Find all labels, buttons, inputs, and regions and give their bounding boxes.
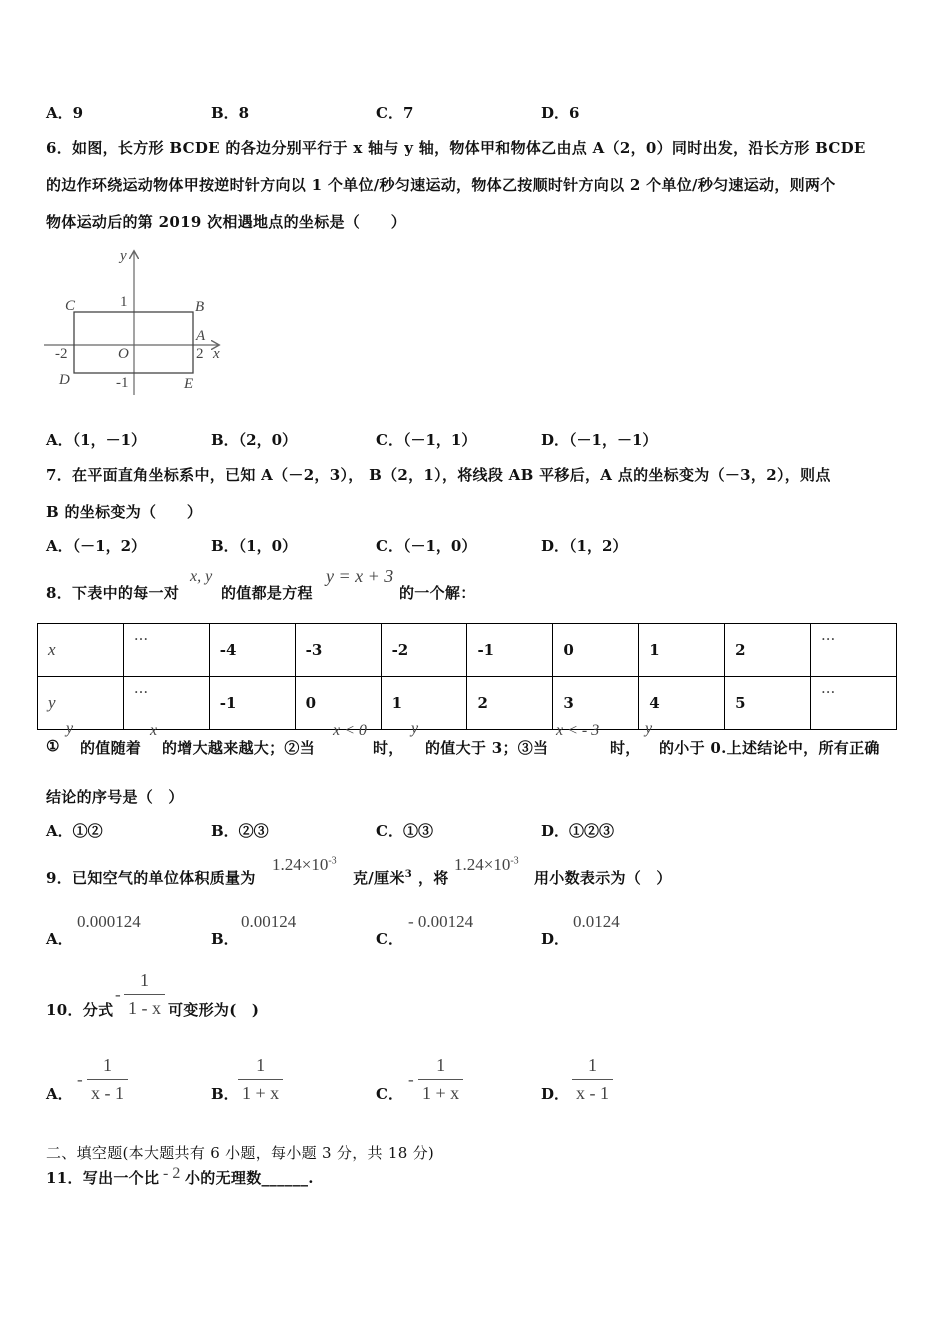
label-e: E [184, 376, 194, 392]
q11-prefix: 11．写出一个比 [46, 1169, 160, 1187]
q5-option-d: D．6 [541, 104, 580, 122]
table-cell: 0 [553, 624, 639, 677]
q9-option-b-value: 0.00124 [241, 912, 297, 931]
q6-text-line3: 物体运动后的第 2019 次相遇地点的坐标是（ ） [46, 213, 406, 231]
fraction-numerator: 1 [238, 1055, 283, 1080]
table-cell: -2 [381, 624, 467, 677]
q9-option-a-value: 0.000124 [77, 912, 141, 931]
q8-mid: 的值都是方程 [221, 584, 313, 602]
q11-value: - 2 [163, 1165, 181, 1182]
q8-var-y2: y [411, 720, 419, 737]
label-o: O [118, 346, 129, 362]
q8-cond1: x < 0 [333, 722, 367, 739]
q8-var-x1: x [150, 722, 158, 739]
q7-text-line2: B 的坐标变为（ ） [46, 503, 203, 521]
q7-option-b: B．（1，0） [211, 537, 298, 555]
q8-equation: y = x + 3 [326, 566, 394, 586]
label-neg-two: -2 [55, 346, 68, 362]
q6-coordinate-figure [40, 240, 240, 400]
q10-fraction [124, 970, 165, 1019]
table-cell: ··· [811, 677, 897, 730]
q8-statement-text6: 的小于 0.上述结论中，所有正确 [659, 739, 880, 757]
q9-option-c-label: C． [376, 930, 403, 948]
fraction-denominator: x - 1 [576, 1083, 609, 1103]
q8-option-a: A．①② [46, 822, 103, 840]
label-one: 1 [120, 294, 128, 310]
label-c: C [65, 298, 76, 314]
q8-statement-text5: 时， [610, 739, 641, 757]
q10-suffix: 可变形为( ) [168, 1001, 260, 1019]
q8-cond2: x < - 3 [556, 722, 600, 739]
table-cell: -4 [209, 624, 295, 677]
q6-option-a: A．（1，－1） [46, 431, 147, 449]
q8-statement-text1: 的值随着 [80, 739, 142, 757]
table-cell: 5 [725, 677, 811, 730]
q10-option-d-fraction [572, 1055, 613, 1104]
label-b: B [195, 299, 205, 315]
q10-option-a-fraction [87, 1055, 128, 1104]
table-cell: ··· [811, 624, 897, 677]
q8-text-line2: 结论的序号是（ ） [46, 788, 184, 806]
table-cell: -3 [295, 624, 381, 677]
label-two: 2 [196, 346, 204, 362]
q9-option-c-value: - 0.00124 [408, 912, 474, 931]
fraction-denominator: x - 1 [91, 1083, 124, 1103]
q10-denominator: 1 - x [128, 998, 161, 1018]
fraction-denominator: 1 + x [422, 1083, 460, 1103]
table-row [38, 624, 897, 677]
table-cell: -1 [209, 677, 295, 730]
fraction-numerator: 1 [418, 1055, 463, 1080]
table-cell: 1 [381, 677, 467, 730]
q8-var-y3: y [645, 720, 653, 737]
q6-text-line2: 的边作环绕运动物体甲按逆时针方向以 1 个单位/秒匀速运动，物体乙按顺时针方向以 2 个单位/秒匀速运动，则两个 [46, 176, 836, 194]
q10-sign: - [115, 985, 121, 1004]
table-cell: ··· [123, 624, 209, 677]
q8-option-d: D．①②③ [541, 822, 615, 840]
q10-option-c-fraction [418, 1055, 463, 1104]
section-2-heading: 二、填空题(本大题共有 6 小题，每小题 3 分，共 18 分) [46, 1144, 435, 1162]
label-y: y [120, 248, 127, 264]
q9-option-b-label: B． [211, 930, 239, 948]
q9-suffix: 用小数表示为（ ） [534, 869, 672, 887]
table-cell: 0 [295, 677, 381, 730]
q5-option-a: A．9 [46, 104, 84, 122]
q10-prefix: 10．分式 [46, 1001, 114, 1019]
q10-option-b-fraction [238, 1055, 283, 1104]
table-cell: 2 [467, 677, 553, 730]
label-neg-one: -1 [116, 375, 129, 391]
fraction-numerator: 1 [572, 1055, 613, 1080]
table-cell: 1 [639, 624, 725, 677]
q8-values-table [37, 623, 897, 730]
q9-mid: ，将 [418, 869, 449, 887]
q7-option-d: D．（1，2） [541, 537, 628, 555]
table-cell: ··· [123, 677, 209, 730]
q9-value: $1.24\times 10^{-3}$ [272, 855, 337, 874]
q10-option-a-label: A． [46, 1085, 73, 1103]
q5-option-c: C．7 [376, 104, 414, 122]
fraction-denominator: 1 + x [242, 1083, 280, 1103]
q10-option-c-sign: - [408, 1070, 414, 1089]
q6-option-d: D．（－1，－1） [541, 431, 658, 449]
q8-option-b: B．②③ [211, 822, 269, 840]
q8-var-y1: y [66, 720, 74, 737]
q9-option-a-label: A． [46, 930, 73, 948]
q9-option-d-value: 0.0124 [573, 912, 620, 931]
q10-option-a-sign: - [77, 1070, 83, 1089]
table-cell: y [38, 677, 124, 730]
table-cell: 3 [553, 677, 639, 730]
q10-option-b-label: B． [211, 1085, 239, 1103]
table-cell: x [38, 624, 124, 677]
q6-option-c: C．（－1，1） [376, 431, 477, 449]
label-x: x [213, 346, 220, 362]
q7-text-line1: 7．在平面直角坐标系中，已知 A（－2，3）， B（2，1），将线段 AB 平移后，A 点的坐标变为（－3，2），则点 [46, 466, 831, 484]
q10-option-d-label: D． [541, 1085, 570, 1103]
q7-option-a: A．（－1，2） [46, 537, 147, 555]
q11-suffix: 小的无理数______. [185, 1169, 314, 1187]
q8-statement-text2: 的增大越来越大；②当 [162, 739, 316, 757]
q9-unit: 克/厘米$^3$ [353, 869, 412, 887]
q8-suffix: 的一个解： [399, 584, 476, 602]
q9-value2: $1.24\times 10^{-3}$ [454, 855, 519, 874]
q8-option-c: C．①③ [376, 822, 433, 840]
q8-statement-1: ① [46, 737, 60, 755]
q10-option-c-label: C． [376, 1085, 403, 1103]
q5-option-b: B．8 [211, 104, 250, 122]
table-row [38, 677, 897, 730]
q8-statement-text4: 的值大于 3；③当 [425, 739, 549, 757]
table-cell: 4 [639, 677, 725, 730]
q8-pair: x, y [190, 568, 213, 585]
q8-statement-text3: 时， [373, 739, 404, 757]
q8-prefix: 8．下表中的每一对 [46, 584, 180, 602]
q9-prefix: 9．已知空气的单位体积质量为 [46, 869, 256, 887]
q6-option-b: B．（2，0） [211, 431, 298, 449]
q6-text-line1: 6．如图，长方形 BCDE 的各边分别平行于 x 轴与 y 轴，物体甲和物体乙由点 A（2，0）同时出发，沿长方形 BCDE [46, 139, 866, 157]
q9-option-d-label: D． [541, 930, 570, 948]
table-cell: -1 [467, 624, 553, 677]
label-d: D [59, 372, 70, 388]
q10-numerator: 1 [124, 970, 165, 995]
fraction-numerator: 1 [87, 1055, 128, 1080]
q7-option-c: C．（－1，0） [376, 537, 477, 555]
table-cell: 2 [725, 624, 811, 677]
label-a: A [196, 328, 206, 344]
